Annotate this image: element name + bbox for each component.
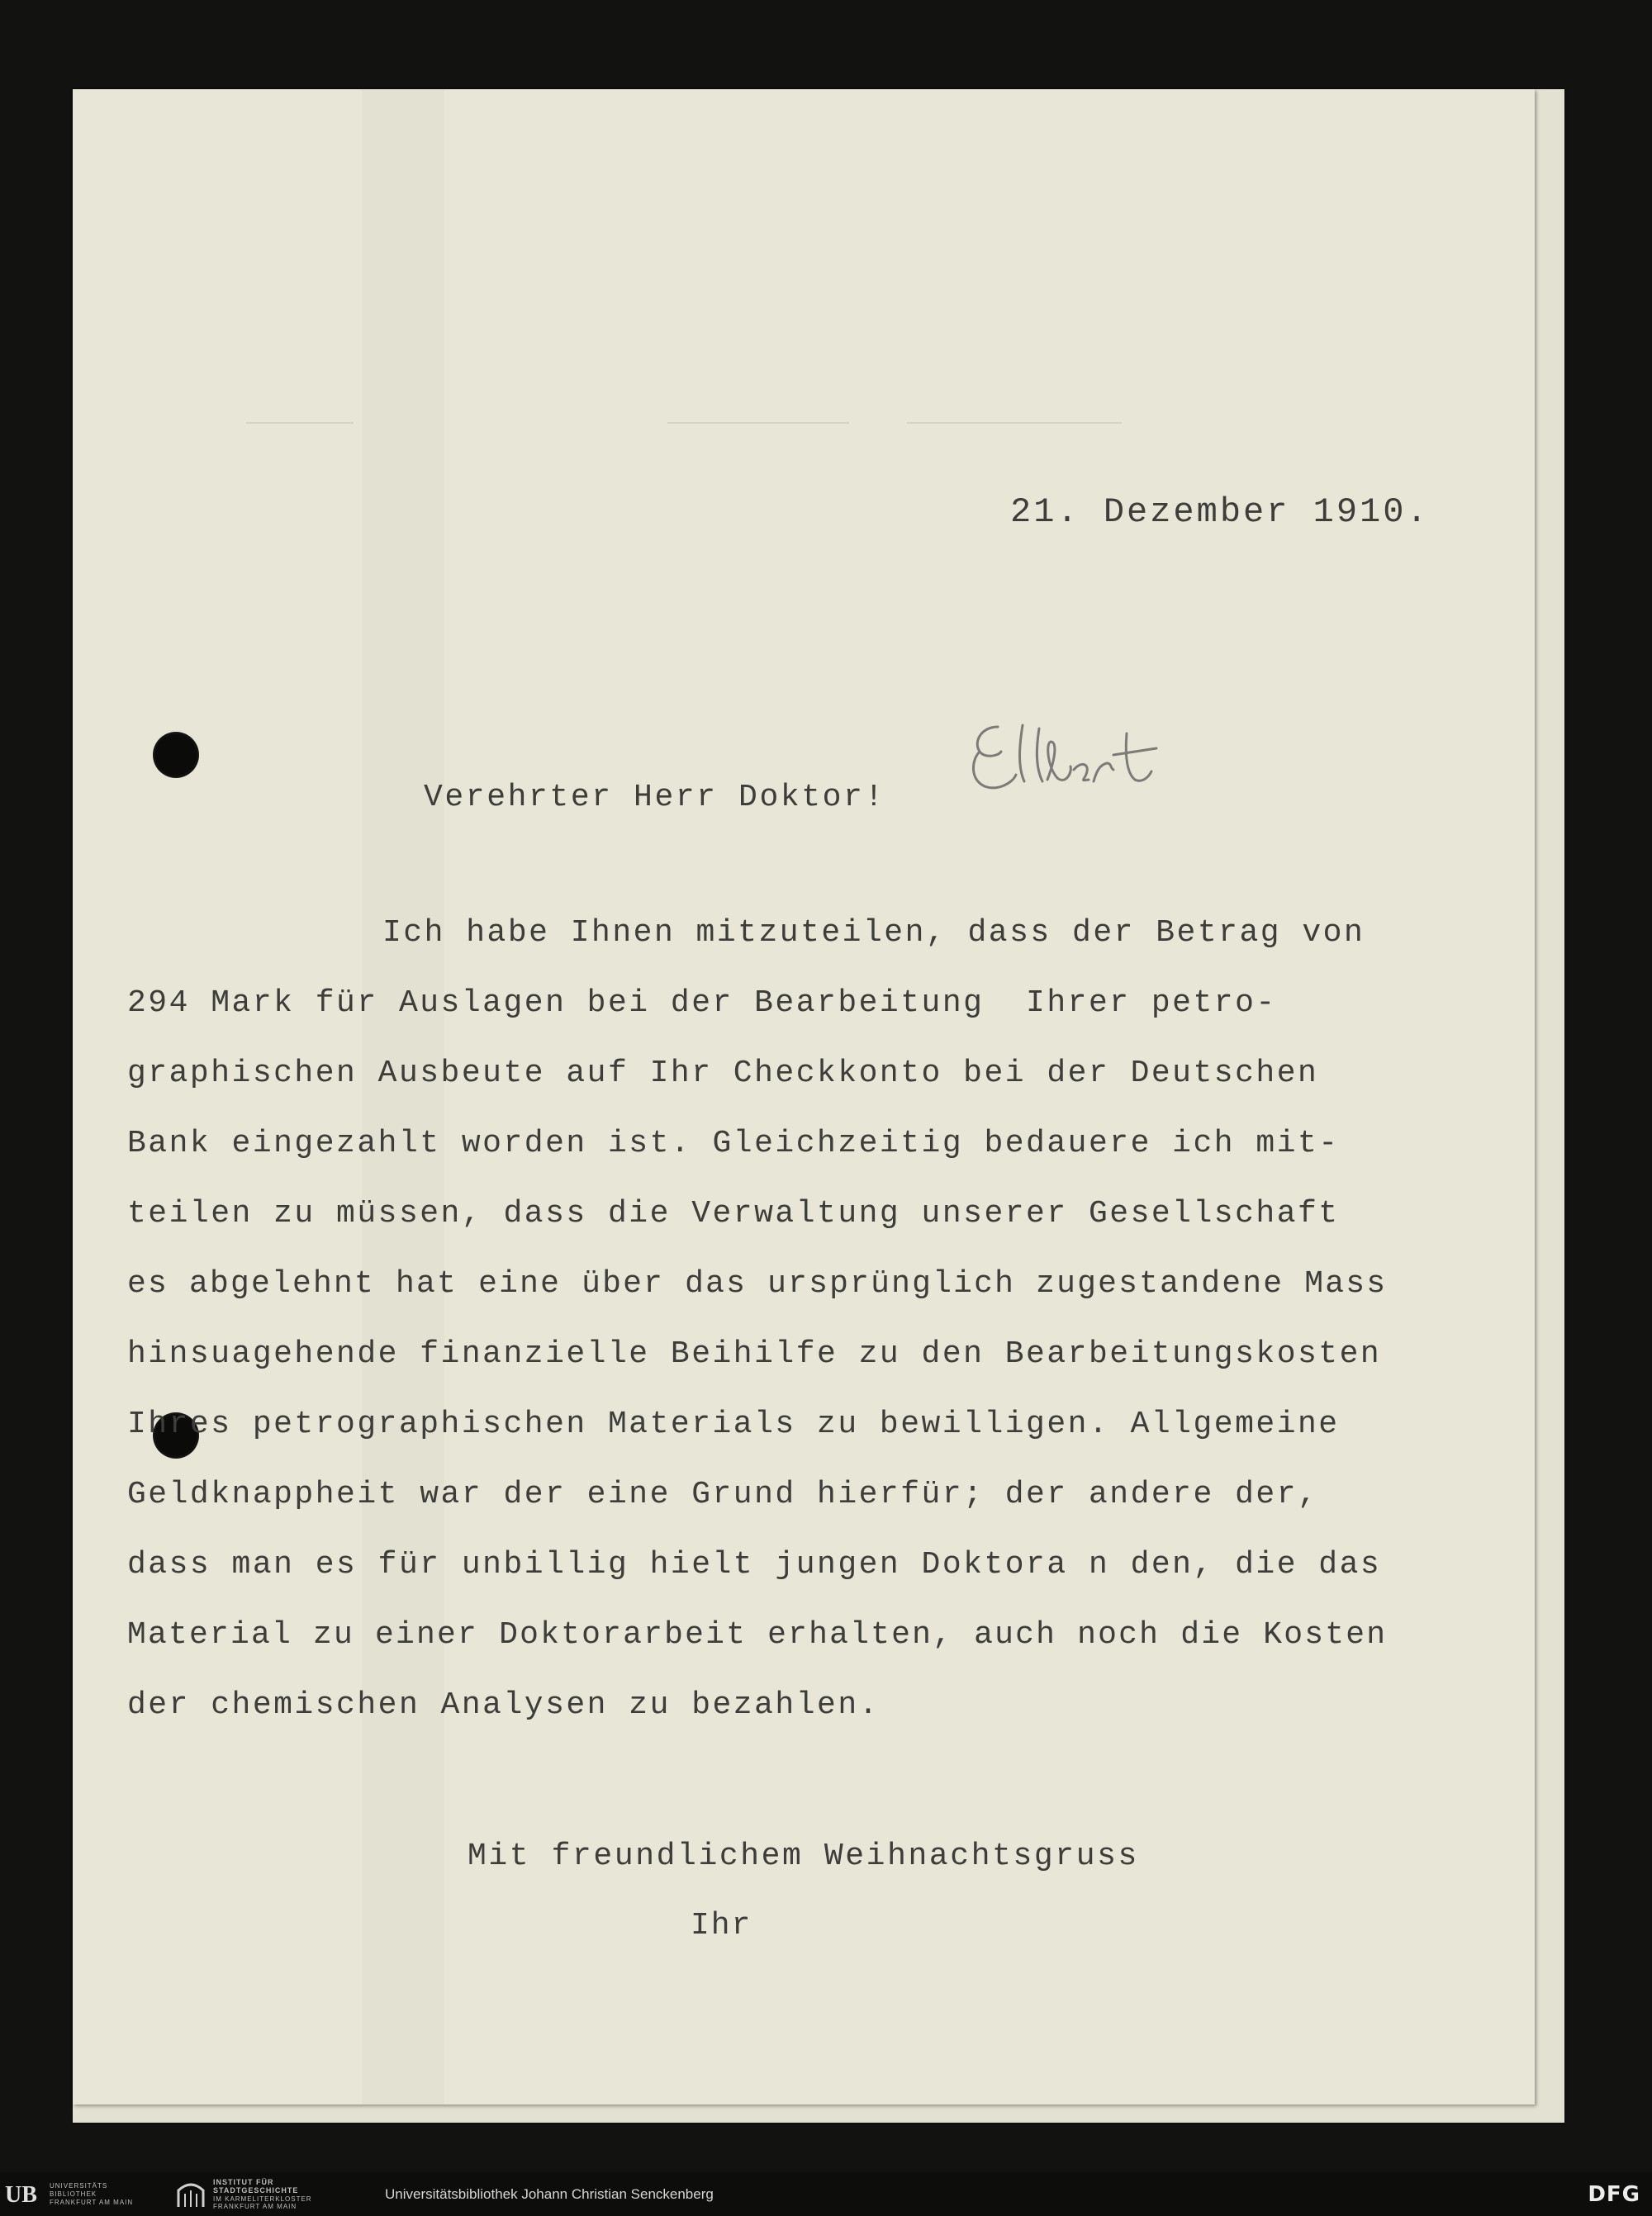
body-line: dass man es für unbillig hielt jungen Doktora n den, die das — [127, 1547, 1382, 1583]
institute-logo-line: FRANKFURT AM MAIN — [213, 2203, 297, 2210]
institute-logo-line: STADTGESCHICHTE — [213, 2186, 299, 2195]
body-line: Bank eingezahlt worden ist. Gleichzeitig bedauere ich mit- — [127, 1126, 1340, 1161]
body-line: teilen zu müssen, dass die Verwaltung unserer Gesellschaft — [127, 1196, 1340, 1231]
body-line: Geldknappheit war der eine Grund hierfür; der andere der, — [127, 1477, 1319, 1512]
institute-emblem-icon — [175, 2180, 206, 2209]
body-line: der chemischen Analysen zu bezahlen. — [127, 1687, 880, 1723]
institute-logo-line: IM KARMELITERKLOSTER — [213, 2195, 312, 2203]
faint-print-mark — [667, 422, 849, 424]
institute-logo — [175, 2179, 340, 2210]
body-line: Ihres petrographischen Materials zu bewilligen. Allgemeine — [127, 1407, 1340, 1442]
body-line: Ich habe Ihnen mitzuteilen, dass der Betrag von — [382, 915, 1365, 951]
footer-credit: Universitätsbibliothek Johann Christian Senckenberg — [385, 2186, 714, 2202]
dfg-logo: DFG — [1588, 2182, 1640, 2207]
handwritten-name — [965, 709, 1171, 800]
signoff: Ihr — [691, 1908, 752, 1943]
closing-line: Mit freundlichem Weihnachtsgruss — [468, 1839, 1139, 1874]
ub-logo-line: UNIVERSITÄTS — [50, 2182, 108, 2190]
institute-logo-line: INSTITUT FÜR — [213, 2178, 274, 2186]
ub-logo-line: BIBLIOTHEK — [50, 2190, 97, 2198]
faint-print-mark — [246, 422, 354, 424]
body-line: graphischen Ausbeute auf Ihr Checkkonto bei der Deutschen — [127, 1056, 1319, 1091]
letter-date: 21. Dezember 1910. — [1010, 492, 1430, 532]
faint-print-mark — [907, 422, 1122, 424]
sheet-shade — [362, 89, 444, 2104]
footer-bar — [0, 2172, 1652, 2216]
body-line: Material zu einer Doktorarbeit erhalten, auch noch die Kosten — [127, 1617, 1388, 1653]
body-line: 294 Mark für Auslagen bei der Bearbeitung Ihrer petro- — [127, 985, 1277, 1021]
ub-mark: UB — [5, 2182, 37, 2208]
ub-logo-line: FRANKFURT AM MAIN — [50, 2199, 134, 2206]
body-line: hinsuagehende finanzielle Beihilfe zu den Bearbeitungskosten — [127, 1336, 1382, 1372]
ub-logo — [5, 2179, 170, 2210]
salutation: Verehrter Herr Doktor! — [424, 780, 885, 815]
body-line: es abgelehnt hat eine über das ursprünglich zugestandene Mass — [127, 1266, 1388, 1302]
letter-sheet — [73, 89, 1535, 2104]
punch-hole — [153, 732, 199, 778]
